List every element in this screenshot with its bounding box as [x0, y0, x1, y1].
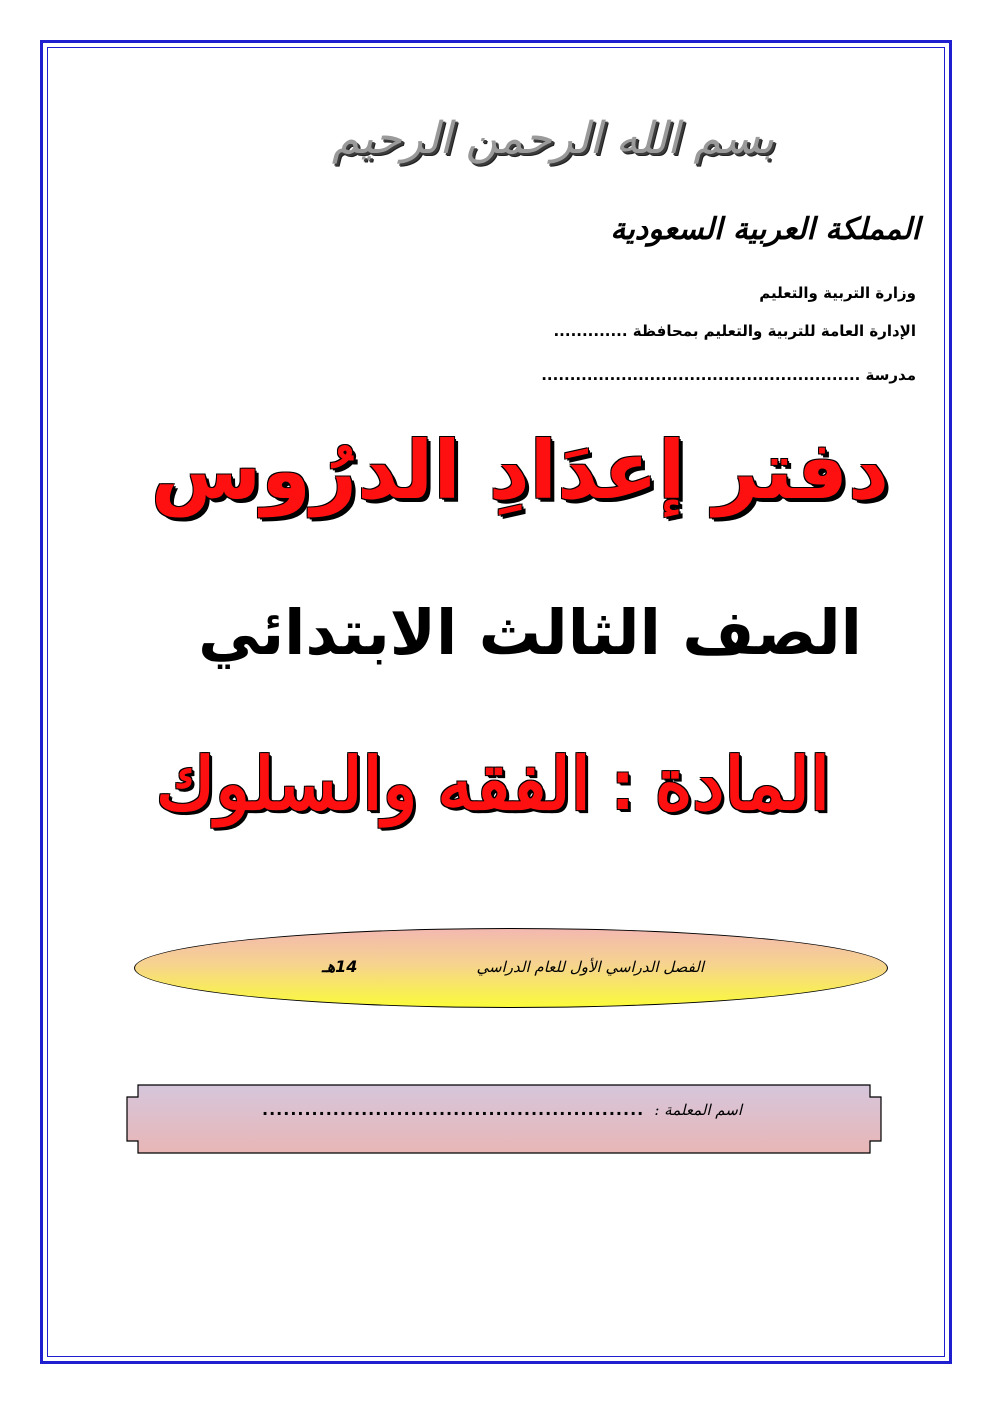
notebook-title: دفتر إعدَادِ الدرُوس: [150, 424, 890, 517]
semester-label: الفصل الدراسي الأول للعام الدراسي: [476, 958, 704, 976]
teacher-box-shape: [126, 1084, 882, 1154]
ministry-line: وزارة التربية والتعليم: [759, 284, 916, 302]
semester-year: 14هـ: [322, 957, 358, 976]
teacher-label: اسم المعلمة :: [654, 1101, 742, 1119]
kingdom-calligraphy: المملكة العربية السعودية: [610, 212, 920, 247]
basmala-calligraphy: بسم الله الرحمن الرحيم: [331, 112, 775, 164]
subject-title: المادة : الفقه والسلوك: [156, 745, 830, 825]
teacher-name-blank: ......................................................: [262, 1100, 645, 1119]
directorate-line: الإدارة العامة للتربية والتعليم بمحافظة .............: [553, 322, 916, 340]
school-line: مدرسة ........................................................: [541, 366, 916, 384]
grade-title: الصف الثالث الابتدائي: [198, 596, 862, 669]
teacher-name-box: [126, 1084, 882, 1154]
